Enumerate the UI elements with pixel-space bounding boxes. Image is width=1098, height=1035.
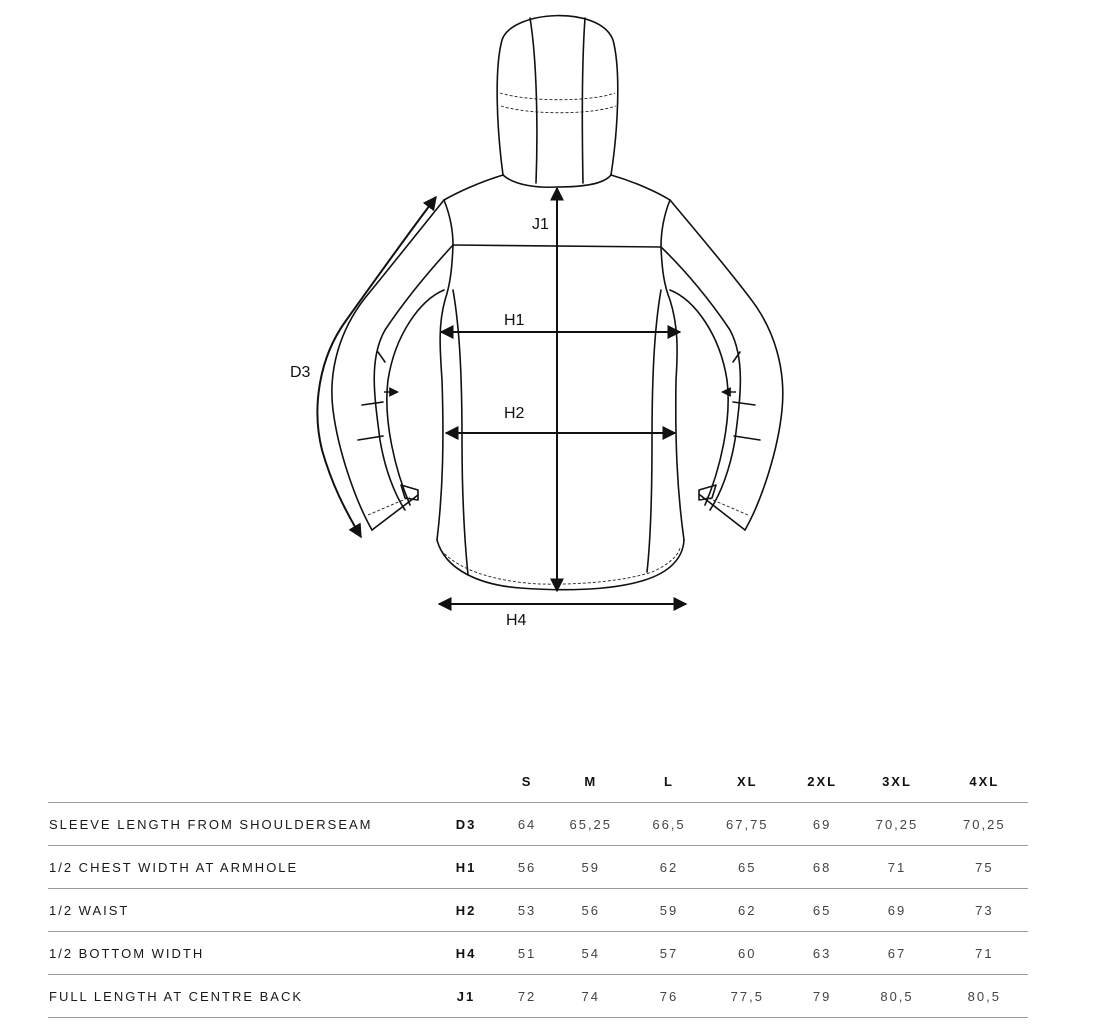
measurement-value: 80,5 [941,975,1028,1018]
measurement-code: D3 [425,803,507,846]
measurement-value: 53 [507,889,547,932]
size-header: 4XL [941,760,1028,803]
measurement-value: 68 [791,846,853,889]
measurement-value: 70,25 [853,803,940,846]
h2-label: H2 [504,405,525,422]
measurement-value: 69 [791,803,853,846]
measurement-value: 71 [853,846,940,889]
measurement-value: 59 [634,889,703,932]
size-header: M [547,760,634,803]
measurement-value: 65 [791,889,853,932]
measurement-code: J1 [425,975,507,1018]
measurement-value: 69 [853,889,940,932]
measurement-label: 1/2 WAIST [48,889,425,932]
measurement-value: 74 [547,975,634,1018]
measurement-value: 62 [704,889,791,932]
j1-label: J1 [532,216,549,233]
measurement-value: 60 [704,932,791,975]
measurement-value: 72 [507,975,547,1018]
measurement-value: 57 [634,932,703,975]
measurement-value: 77,5 [704,975,791,1018]
table-row [48,889,1028,932]
measurement-value: 62 [634,846,703,889]
measurement-value: 63 [791,932,853,975]
measurement-code: H1 [425,846,507,889]
size-header: 3XL [853,760,940,803]
measurement-code: H4 [425,932,507,975]
measurement-value: 56 [547,889,634,932]
table-row [48,846,1028,889]
d3-measure-arrow [317,197,436,537]
measurement-code: H2 [425,889,507,932]
measurement-value: 59 [547,846,634,889]
measurement-label: FULL LENGTH AT CENTRE BACK [48,975,425,1018]
measurement-value: 54 [547,932,634,975]
table-row [48,975,1028,1018]
measurement-value: 65 [704,846,791,889]
measurement-value: 66,5 [634,803,703,846]
measurement-value: 79 [791,975,853,1018]
size-header: XL [704,760,791,803]
measurement-value: 56 [507,846,547,889]
size-header-row [48,760,1028,803]
header-code-cell [425,760,507,803]
measurement-value: 65,25 [547,803,634,846]
measurement-value: 64 [507,803,547,846]
measurement-label: 1/2 CHEST WIDTH AT ARMHOLE [48,846,425,889]
h1-label: H1 [504,312,525,329]
size-header: 2XL [791,760,853,803]
measurement-value: 73 [941,889,1028,932]
h4-label: H4 [506,612,527,629]
table-row [48,932,1028,975]
size-chart-table [48,760,1028,1018]
measurement-value: 80,5 [853,975,940,1018]
measurement-value: 71 [941,932,1028,975]
measurement-value: 70,25 [941,803,1028,846]
measurement-value: 75 [941,846,1028,889]
d3-label: D3 [290,364,311,381]
size-header: L [634,760,703,803]
measurement-label: 1/2 BOTTOM WIDTH [48,932,425,975]
size-header: S [507,760,547,803]
measurement-value: 76 [634,975,703,1018]
measurement-value: 67 [853,932,940,975]
table-row [48,803,1028,846]
measurement-label: SLEEVE LENGTH FROM SHOULDERSEAM [48,803,425,846]
header-label-cell [48,760,425,803]
measurement-value: 51 [507,932,547,975]
measurement-value: 67,75 [704,803,791,846]
